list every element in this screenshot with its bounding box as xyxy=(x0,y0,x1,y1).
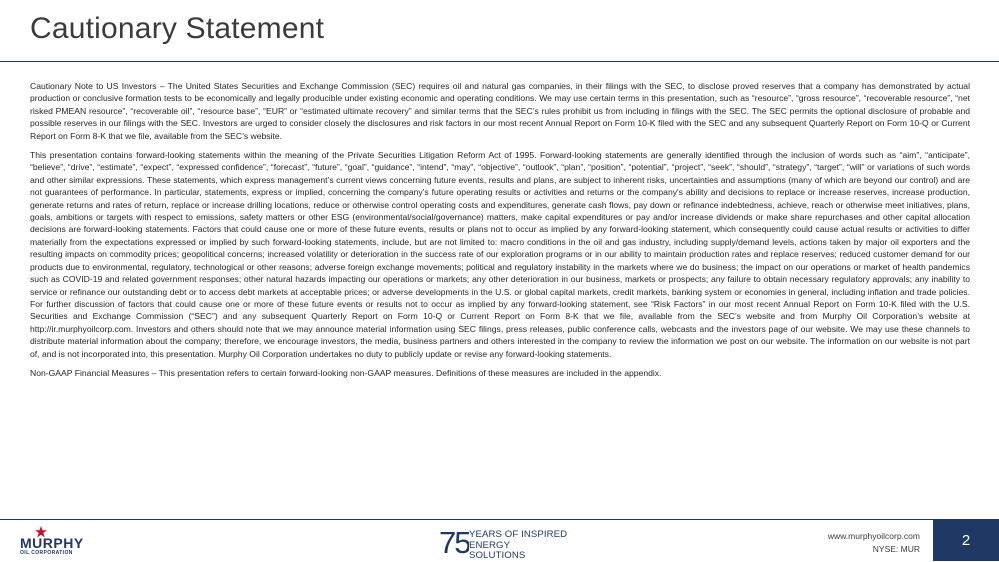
forward-looking-paragraph: This presentation contains forward-looking statements within the meaning of the Private Securities Litigation Reform Act of 1995. Forward-looking statements are generally identified through the inclusion of words such as “aim”, “anticipate”, “believe”, “drive”, “estimate”, “expect”, “expressed confidence”, “forecast”, “future”, “goal”, “guidance”, “intend”, “may”, “objective”, “outlook”, “plan”, “position”, “potential”, “project”, “seek”, “should”, “strategy”, “target”, “will” or variations of such words and other similar expressions. These statements, which express management’s current views concerning future events, results and plans, are subject to inherent risks, uncertainties and assumptions (many of which are beyond our control) and are not guarantees of performance. In particular, statements, express or implied, concerning the company’s future operating results or activities and returns or the company's ability and decisions to replace or increase reserves, increase production, generate returns and rates of return, replace or increase drilling locations, reduce or otherwise control operating costs and expenditures, generate cash flows, pay down or refinance indebtedness, achieve, reach or otherwise meet initiatives, plans, goals, ambitions or targets with respect to emissions, safety matters or other ESG (environmental/social/governance) matters, make capital expenditures or pay and/or increase dividends or make share repurchases and other capital allocation decisions are forward-looking statements. Factors that could cause one or more of these future events, results or plans not to occur as implied by any forward-looking statement, which consequently could cause actual results or activities to differ materially from the expectations expressed or implied by such forward-looking statements, include, but are not limited to: macro conditions in the oil and gas industry, including supply/demand levels, actions taken by major oil exporters and the resulting impacts on commodity prices; geopolitical concerns; increased volatility or deterioration in the success rate of our exploration programs or in our ability to maintain production rates and replace reserves; reduced customer demand for our products due to environmental, regulatory, technological or other reasons; adverse foreign exchange movements; political and regulatory instability in the markets where we do business; the impact on our operations or market of health pandemics such as COVID-19 and related government responses; other natural hazards impacting our operations or markets; any other deterioration in our business, markets or prospects; any failure to obtain necessary regulatory approvals; any inability to service or refinance our outstanding debt or to access debt markets at acceptable prices; or adverse developments in the U.S. or global capital markets, credit markets, banking system or economies in general, including inflation and trade policies. For further discussion of factors that could cause one or more of these future events or results not to occur as implied by any forward-looking statement, see “Risk Factors” in our most recent Annual Report on Form 10-K filed with the U.S. Securities and Exchange Commission (“SEC”) and any subsequent Quarterly Report on Form 10-Q or Current Report on Form 8-K that we file, available from the SEC’s website and from Murphy Oil Corporation’s website at http://ir.murphyoilcorp.com. Investors and others should note that we may announce material information using SEC filings, press releases, public conference calls, webcasts and the investors page of our website. We may use these channels to distribute material information about the company; therefore, we encourage investors, the media, business partners and others interested in the company to review the information we post on our website. The information on our website is not part of, and is not incorporated into, this presentation. Murphy Oil Corporation undertakes no duty to publicly update or revise any forward-looking statements. xyxy=(30,150,970,359)
cautionary-note-paragraph: Cautionary Note to US Investors – The United States Securities and Exchange Commission (SEC) requires oil and natural gas companies, in their filings with the SEC, to disclose proved reserves that a company has demonstrated by actual production or conclusive formation tests to be economically and legally producible under existing economic and operating conditions. We may use certain terms in this presentation, such as “resource”, “gross resource”, “recoverable resource”, “net risked PMEAN resource”, “recoverable oil”, “resource base”, “EUR” or “estimated ultimate recovery” and similar terms that the SEC’s rules prohibit us from including in filings with the SEC. The SEC permits the optional disclosure of probable and possible reserves in our filings with the SEC. Investors are urged to consider closely the disclosures and risk factors in our most recent Annual Report on Form 10-K filed with the SEC and any subsequent Quarterly Report on Form 10-Q or Current Report on Form 8-K that we file, available from the SEC’s website. xyxy=(30,81,970,141)
anniversary-text xyxy=(469,530,569,562)
anniversary-line-1: YEARS OF INSPIRED xyxy=(469,529,568,540)
logo-wordmark: MURPHY xyxy=(20,535,84,551)
anniversary-line-2: ENERGY SOLUTIONS xyxy=(469,539,526,561)
non-gaap-paragraph: Non-GAAP Financial Measures – This presentation refers to certain forward-looking non-GAAP measures. Definitions of these measures are included in the appendix. xyxy=(30,367,662,378)
murphy-logo xyxy=(20,526,100,556)
website-link[interactable]: www.murphyoilcorp.com xyxy=(827,531,920,541)
site-info xyxy=(828,530,920,556)
footer-divider xyxy=(0,519,999,520)
anniversary-75-icon xyxy=(439,524,469,558)
page-title: Cautionary Statement xyxy=(30,12,325,45)
page-number: 2 xyxy=(933,520,999,561)
title-divider xyxy=(0,61,999,62)
disclaimer-body xyxy=(30,80,970,386)
logo-subtitle: OIL CORPORATION xyxy=(20,550,73,556)
stock-ticker: NYSE: MUR xyxy=(872,544,920,554)
anniversary-badge xyxy=(439,524,569,561)
svg-text:75: 75 xyxy=(439,525,469,558)
